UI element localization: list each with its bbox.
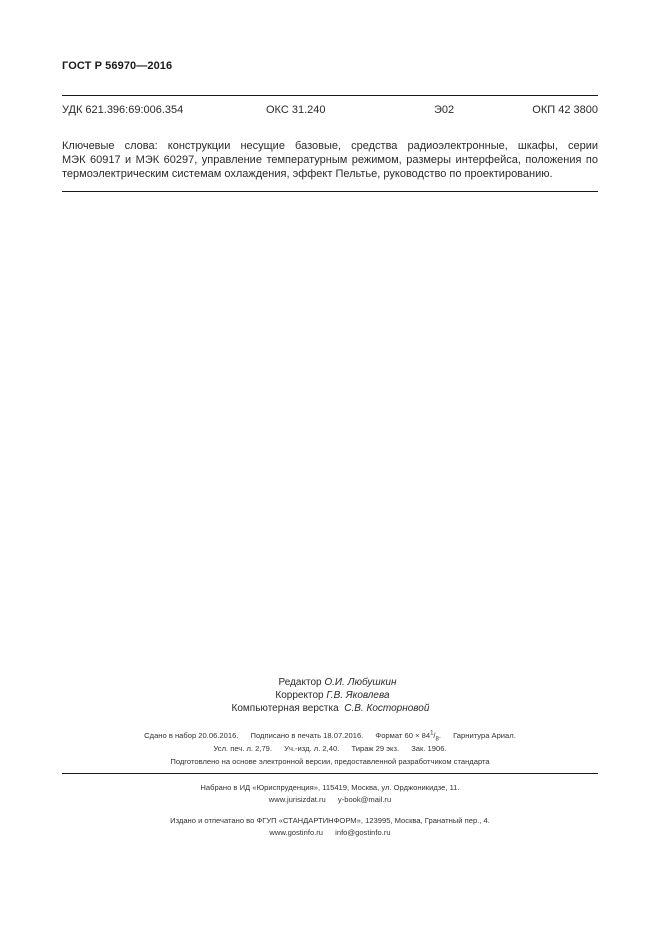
spacer: [62, 125, 598, 126]
editor-label: Редактор: [278, 677, 322, 688]
signed-date: Подписано в печать 18.07.2016.: [250, 730, 364, 740]
editor-name: О.И. Любушкин: [324, 677, 397, 688]
printed-line: Издано и отпечатано во ФГУП «СТАНДАРТИНФОРМ», 123995, Москва, Гранатный пер., 4.: [170, 816, 490, 825]
layout-label: Компьютерная верстка: [231, 703, 339, 714]
print-run: Тираж 29 экз.: [351, 744, 400, 753]
layout-name: С.В. Косторновой: [344, 703, 430, 714]
keywords-line: термоэлектрическим системам охлаждения, эффект Пельтье, руководство по проектированию.: [62, 168, 553, 180]
typeset-contacts: [62, 795, 598, 804]
typeset-website-link[interactable]: www.jurisizdat.ru: [268, 795, 326, 804]
printed-email-link[interactable]: info@gostinfo.ru: [335, 828, 391, 837]
printed-contacts: [62, 828, 598, 837]
prepared-note: Подготовлено на основе электронной версии, предоставленной разработчиком стандарта: [170, 757, 490, 766]
printed-website-link[interactable]: www.gostinfo.ru: [269, 828, 324, 837]
imprint-row-2: [62, 744, 598, 753]
group-code: Э02: [434, 104, 455, 116]
paper-format: Формат $60 \times 84^1/_8$.: [375, 730, 441, 743]
okp-code: ОКП 42 3800: [532, 104, 598, 116]
layout-row: [0, 702, 661, 715]
divider-bottom: [62, 773, 598, 774]
oks-code: ОКС 31.240: [266, 104, 326, 116]
publishing-sheets: Уч.-изд. л. 2,40.: [284, 744, 340, 753]
corrector-label: Корректор: [275, 690, 324, 701]
divider-top: [62, 95, 598, 96]
corrector-row: [2, 689, 661, 702]
typeset-line: Набрано в ИД «Юриспруденция», 115419, Москва, ул. Орджоникидзе, 11.: [200, 783, 460, 792]
submitted-date: Сдано в набор 20.06.2016.: [144, 730, 239, 740]
udk-code: УДК 621.396:69:006.354: [62, 104, 184, 116]
typeset-email-link[interactable]: y-book@mail.ru: [337, 795, 392, 804]
keywords-line: Ключевые слова: конструкции несущие базовые, средства радиоэлектронные, шкафы, серии: [62, 140, 598, 152]
print-sheets: Усл. печ. л. 2,79.: [213, 744, 273, 753]
corrector-name: Г.В. Яковлева: [326, 690, 390, 701]
editor-row: [7, 676, 661, 689]
keywords-line: МЭК 60917 и МЭК 60297, управление температурным режимом, размеры интерфейса, положения по: [62, 154, 598, 166]
imprint-row-1: [62, 730, 598, 742]
order-number: Зак. 1906.: [411, 744, 447, 753]
typeface: Гарнитура Ариал.: [453, 730, 516, 740]
divider-keywords: [62, 191, 598, 192]
keywords-block: [62, 139, 598, 181]
standard-id: ГОСТ Р 56970—2016: [62, 60, 173, 72]
credits-block: [0, 676, 661, 715]
